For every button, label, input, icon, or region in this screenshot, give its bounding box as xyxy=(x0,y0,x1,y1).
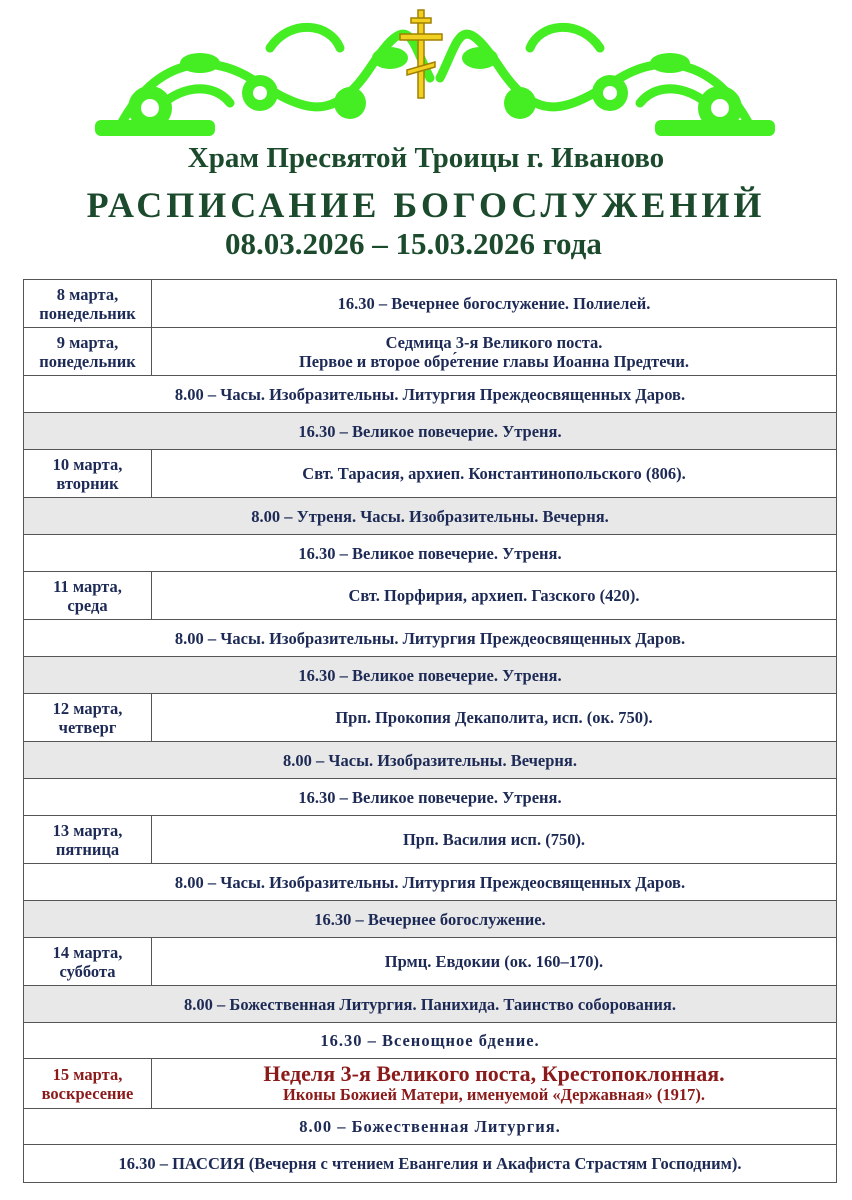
table-row xyxy=(24,742,837,779)
service-text: 8.00 – Божественная Литургия. Панихида. Таинство соборования. xyxy=(24,986,837,1023)
service-text: 16.30 – Великое повечерие. Утреня. xyxy=(24,535,837,572)
table-row xyxy=(24,498,837,535)
day-cell: 11 марта, среда xyxy=(24,572,152,620)
service-text: 8.00 – Часы. Изобразительны. Литургия Преждеосвященных Даров. xyxy=(24,376,837,413)
service-text: 16.30 – ПАССИЯ (Вечерня с чтением Евангелия и Акафиста Страстям Господним). xyxy=(24,1145,837,1183)
day-cell: 9 марта, понедельник xyxy=(24,328,152,376)
table-row xyxy=(24,986,837,1023)
table-row xyxy=(24,376,837,413)
service-text: Прп. Прокопия Декаполита, исп. (ок. 750). xyxy=(152,694,837,742)
table-row xyxy=(24,572,837,620)
table-row xyxy=(24,535,837,572)
service-text: Свт. Тарасия, архиеп. Константинопольского (806). xyxy=(152,450,837,498)
table-row xyxy=(24,413,837,450)
service-text: Свт. Порфирия, архиеп. Газского (420). xyxy=(152,572,837,620)
service-text: 8.00 – Часы. Изобразительны. Литургия Преждеосвященных Даров. xyxy=(24,620,837,657)
service-text: 8.00 – Утреня. Часы. Изобразительны. Вечерня. xyxy=(24,498,837,535)
table-row xyxy=(24,280,837,328)
table-row xyxy=(24,779,837,816)
service-text: 8.00 – Божественная Литургия. xyxy=(24,1109,837,1145)
date-range: 08.03.2026 – 15.03.2026 года xyxy=(225,226,602,261)
day-cell: 15 марта, воскресение xyxy=(24,1059,152,1109)
service-text: 16.30 – Великое повечерие. Утреня. xyxy=(24,413,837,450)
service-text: 16.30 – Вечернее богослужение. xyxy=(24,901,837,938)
service-text: 16.30 – Всенощное бдение. xyxy=(24,1023,837,1059)
table-row xyxy=(24,1109,837,1145)
schedule-table xyxy=(23,279,837,1183)
service-text: 16.30 – Великое повечерие. Утреня. xyxy=(24,779,837,816)
table-row xyxy=(24,620,837,657)
service-text: 16.30 – Великое повечерие. Утреня. xyxy=(24,657,837,694)
table-row xyxy=(24,657,837,694)
service-text: 16.30 – Вечернее богослужение. Полиелей. xyxy=(152,280,837,328)
orthodox-cross-icon xyxy=(398,8,444,100)
page-title: РАСПИСАНИЕ БОГОСЛУЖЕНИЙ xyxy=(86,185,766,225)
service-text: Прп. Василия исп. (750). xyxy=(152,816,837,864)
table-row xyxy=(24,450,837,498)
day-cell: 8 марта, понедельник xyxy=(24,280,152,328)
service-text: Неделя 3-я Великого поста, Крестопоклонная. Иконы Божией Матери, именуемой «Державная» (1917). xyxy=(152,1059,837,1109)
table-row xyxy=(24,1059,837,1109)
service-text: Седмица 3-я Великого поста. Первое и второе обре́тение главы Иоанна Предтечи. xyxy=(152,328,837,376)
table-row xyxy=(24,1145,837,1183)
table-row xyxy=(24,901,837,938)
church-name: Храм Пресвятой Троицы г. Иваново xyxy=(187,142,665,174)
service-text: 8.00 – Часы. Изобразительны. Вечерня. xyxy=(24,742,837,779)
day-cell: 13 марта, пятница xyxy=(24,816,152,864)
day-cell: 12 марта, четверг xyxy=(24,694,152,742)
day-cell: 10 марта, вторник xyxy=(24,450,152,498)
table-row xyxy=(24,694,837,742)
table-row xyxy=(24,1023,837,1059)
service-text: 8.00 – Часы. Изобразительны. Литургия Преждеосвященных Даров. xyxy=(24,864,837,901)
table-row xyxy=(24,816,837,864)
day-cell: 14 марта, суббота xyxy=(24,938,152,986)
table-row xyxy=(24,864,837,901)
table-row xyxy=(24,328,837,376)
table-row xyxy=(24,938,837,986)
service-text: Прмц. Евдокии (ок. 160–170). xyxy=(152,938,837,986)
